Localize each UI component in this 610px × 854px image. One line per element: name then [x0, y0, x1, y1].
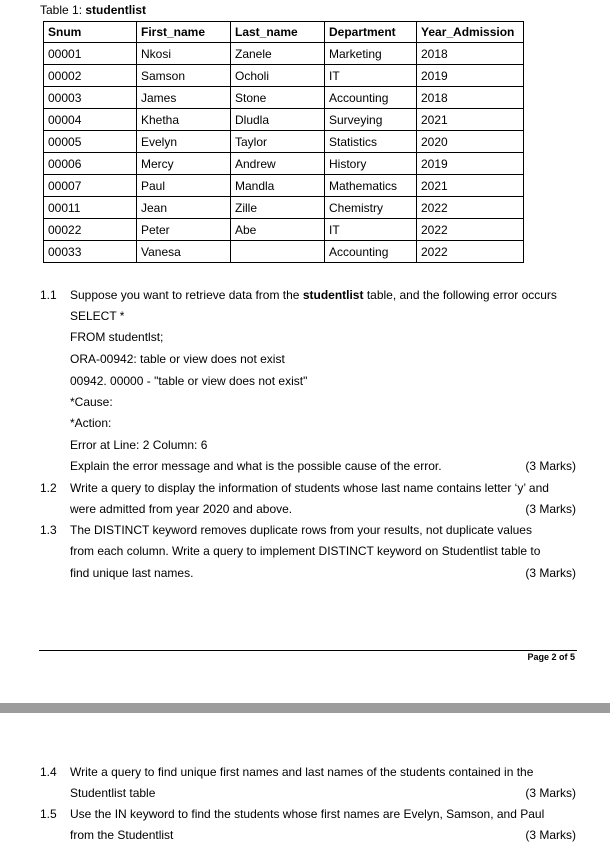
table-cell: 00022 [44, 219, 137, 241]
table-cell: Vanesa [137, 241, 231, 263]
footer-divider [39, 650, 577, 651]
question-text: from the Studentlist [70, 828, 174, 842]
code-line: *Action: [70, 416, 112, 430]
question-text: Suppose you want to retrieve data from the studentlist table, and the following error occurs [70, 288, 557, 302]
table-cell: Mandla [231, 175, 325, 197]
question-text: were admitted from year 2020 and above. [70, 502, 293, 516]
question-number: 1.1 [40, 288, 57, 302]
table-cell: 2022 [417, 219, 524, 241]
marks-label: (3 Marks) [525, 828, 576, 842]
table-cell: 2018 [417, 43, 524, 65]
table-cell: 2022 [417, 197, 524, 219]
column-header: Last_name [231, 22, 325, 43]
question-number: 1.4 [40, 765, 57, 779]
table-cell: IT [325, 65, 417, 87]
table-cell: 2019 [417, 65, 524, 87]
document-page-3 [0, 713, 610, 854]
page-number: Page 2 of 5 [527, 652, 575, 662]
table-cell: 2022 [417, 241, 524, 263]
table-row [44, 109, 524, 131]
table-cell: Statistics [325, 131, 417, 153]
studentlist-table [43, 21, 524, 263]
code-line: SELECT * [70, 309, 125, 323]
marks-label: (3 Marks) [525, 502, 576, 516]
table-cell: 2021 [417, 175, 524, 197]
table-cell: 2021 [417, 109, 524, 131]
table-cell: 00007 [44, 175, 137, 197]
question-task: Explain the error message and what is the possible cause of the error. [70, 459, 442, 473]
table-cell: Chemistry [325, 197, 417, 219]
question-text: find unique last names. [70, 566, 194, 580]
table-cell: IT [325, 219, 417, 241]
table-cell [231, 241, 325, 263]
table-row [44, 87, 524, 109]
table-row [44, 43, 524, 65]
table-cell: Accounting [325, 87, 417, 109]
table-row [44, 131, 524, 153]
question-text: Write a query to display the information of students whose last name contains letter ‘y’ and [70, 481, 549, 495]
table-cell: Samson [137, 65, 231, 87]
table-row [44, 153, 524, 175]
question-number: 1.5 [40, 807, 57, 821]
table-cell: Peter [137, 219, 231, 241]
table-cell: Stone [231, 87, 325, 109]
table-cell: 00004 [44, 109, 137, 131]
column-header: First_name [137, 22, 231, 43]
table-cell: Ocholi [231, 65, 325, 87]
code-line: *Cause: [70, 395, 113, 409]
code-line: 00942. 00000 - "table or view does not exist" [70, 374, 308, 388]
table-cell: Surveying [325, 109, 417, 131]
table-cell: 00002 [44, 65, 137, 87]
table-cell: 2018 [417, 87, 524, 109]
table-row [44, 65, 524, 87]
column-header: Department [325, 22, 417, 43]
table-cell: Zille [231, 197, 325, 219]
page-separator [0, 703, 610, 713]
column-header: Year_Admission [417, 22, 524, 43]
table-cell: Nkosi [137, 43, 231, 65]
table-cell: Accounting [325, 241, 417, 263]
table-cell: Marketing [325, 43, 417, 65]
table-cell: 00011 [44, 197, 137, 219]
table-row [44, 241, 524, 263]
table-cell: Zanele [231, 43, 325, 65]
marks-label: (3 Marks) [525, 786, 576, 800]
question-text: from each column. Write a query to implement DISTINCT keyword on Studentlist table to [70, 544, 541, 558]
table-cell: Paul [137, 175, 231, 197]
table-cell: Mathematics [325, 175, 417, 197]
table-row [44, 219, 524, 241]
table-cell: Andrew [231, 153, 325, 175]
marks-label: (3 Marks) [525, 566, 576, 580]
table-cell: 00001 [44, 43, 137, 65]
code-line: Error at Line: 2 Column: 6 [70, 438, 208, 452]
code-line: ORA-00942: table or view does not exist [70, 352, 285, 366]
table-cell: Dludla [231, 109, 325, 131]
table-cell: Khetha [137, 109, 231, 131]
table-cell: 00006 [44, 153, 137, 175]
code-line: FROM studentlst; [70, 330, 164, 344]
table-cell: 2020 [417, 131, 524, 153]
table-caption: Table 1: studentlist [40, 3, 147, 17]
question-text: The DISTINCT keyword removes duplicate rows from your results, not duplicate values [70, 523, 532, 537]
table-cell: 2019 [417, 153, 524, 175]
question-number: 1.3 [40, 523, 57, 537]
question-text: Write a query to find unique first names and last names of the students contained in the [70, 765, 534, 779]
table-cell: James [137, 87, 231, 109]
marks-label: (3 Marks) [525, 459, 576, 473]
table-cell: History [325, 153, 417, 175]
table-row [44, 175, 524, 197]
table-header-row [44, 22, 524, 43]
table-cell: Mercy [137, 153, 231, 175]
table-cell: Abe [231, 219, 325, 241]
table-cell: Taylor [231, 131, 325, 153]
table-row [44, 197, 524, 219]
table-cell: 00033 [44, 241, 137, 263]
question-text: Studentlist table [70, 786, 156, 800]
table-cell: 00005 [44, 131, 137, 153]
column-header: Snum [44, 22, 137, 43]
table-cell: Jean [137, 197, 231, 219]
table-cell: 00003 [44, 87, 137, 109]
table-cell: Evelyn [137, 131, 231, 153]
question-number: 1.2 [40, 481, 57, 495]
question-text: Use the IN keyword to find the students whose first names are Evelyn, Samson, and Paul [70, 807, 545, 821]
